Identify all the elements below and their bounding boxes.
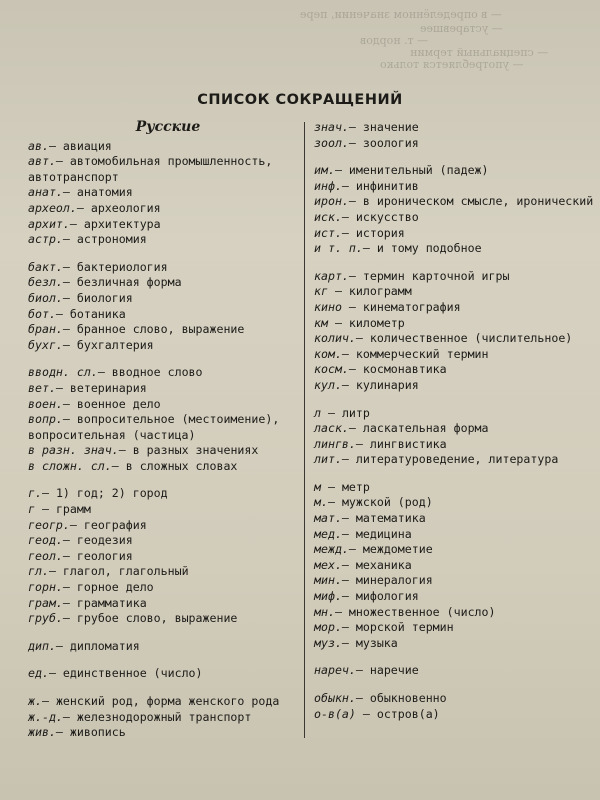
abbreviation-entry	[314, 179, 600, 195]
definition: именительный (падеж)	[348, 163, 489, 178]
abbreviation-entry	[314, 378, 600, 394]
abbreviation-entry	[314, 347, 600, 363]
abbreviation-entry	[28, 486, 300, 502]
entry-group	[314, 406, 600, 468]
definition: автомобильная промышленность, автотранспорт	[28, 154, 273, 184]
abbreviation: иск.	[314, 209, 342, 224]
entry-group	[314, 663, 600, 679]
separator: —	[55, 306, 70, 321]
definition: бактериология	[76, 259, 168, 274]
abbreviation: археол.	[28, 200, 77, 215]
abbreviation-entry	[28, 397, 300, 413]
definition: метр	[341, 479, 370, 494]
definition: коммерческий термин	[355, 346, 489, 361]
entry-group	[314, 269, 600, 394]
abbreviation-entry	[314, 527, 600, 543]
abbreviation: им.	[314, 163, 335, 178]
separator: —	[69, 216, 84, 231]
separator: —	[341, 635, 356, 650]
abbreviation: мн.	[314, 604, 335, 619]
abbreviation: м	[314, 479, 321, 494]
definition: километр	[348, 315, 405, 330]
abbreviation-entry	[314, 542, 600, 558]
separator: —	[62, 337, 77, 352]
separator: —	[62, 232, 77, 247]
separator: —	[334, 604, 349, 619]
entry-group	[28, 365, 300, 474]
separator: —	[341, 526, 356, 541]
definition: множественное (число)	[348, 604, 496, 619]
separator: —	[55, 154, 70, 169]
bleed-line: — т. нордов	[360, 34, 429, 47]
definition: история	[355, 225, 405, 240]
definition: морской термин	[355, 620, 454, 635]
definition: анатомия	[76, 185, 133, 200]
separator: —	[341, 209, 356, 224]
abbreviation: вет.	[28, 380, 56, 395]
abbreviation: ж.	[28, 694, 42, 708]
abbreviation-entry	[314, 691, 600, 707]
definition: кинематография	[362, 299, 461, 314]
abbreviation: ирон.	[314, 194, 349, 209]
definition: глагол, глагольный	[62, 564, 189, 579]
abbreviation-entry	[314, 452, 600, 468]
abbreviation: ед.	[28, 666, 49, 681]
abbreviation: в разн. знач.	[28, 443, 119, 458]
section-heading-russian: Русские	[135, 119, 201, 135]
abbreviation-entry	[314, 437, 600, 453]
definition: безличная форма	[76, 275, 182, 290]
definition: единственное (число)	[62, 666, 203, 681]
abbreviation: ж.-д.	[28, 709, 63, 724]
entry-group	[28, 139, 300, 248]
abbreviation-entry	[314, 663, 600, 679]
page-title: СПИСОК СОКРАЩЕНИЙ	[197, 92, 403, 108]
definition: литературоведение, литература	[355, 452, 559, 467]
abbreviation: грам.	[28, 595, 63, 610]
definition: искусство	[355, 209, 419, 224]
abbreviation-entry	[28, 365, 300, 381]
separator: —	[55, 380, 70, 395]
definition: термин карточной игры	[362, 268, 510, 283]
separator: —	[348, 120, 363, 134]
abbreviation-entry	[314, 495, 600, 511]
abbreviation-entry	[28, 412, 300, 443]
definition: ветеринария	[69, 380, 147, 395]
separator: —	[348, 194, 363, 209]
abbreviation-entry	[28, 533, 300, 549]
separator: —	[348, 362, 363, 377]
abbreviation-entry	[314, 316, 600, 332]
definition: вводное слово	[111, 365, 203, 380]
abbreviation: ав.	[28, 138, 49, 153]
abbreviation-entry	[28, 596, 300, 612]
separator: —	[327, 315, 349, 330]
abbreviation: мор.	[314, 620, 342, 635]
abbreviation: мат.	[314, 511, 342, 526]
abbreviation: анат.	[28, 185, 63, 200]
abbreviation: ком.	[314, 346, 342, 361]
separator: —	[62, 322, 77, 337]
abbreviation: дип.	[28, 638, 56, 653]
definition: биология	[76, 290, 133, 305]
bleed-line: — в определённом значении, пере	[300, 8, 502, 21]
definition: количественное (числительное)	[369, 331, 573, 346]
definition: инфинитив	[355, 178, 419, 193]
abbreviation-entry	[28, 307, 300, 323]
entry-group	[314, 163, 600, 257]
definition: обыкновенно	[369, 691, 447, 705]
abbreviation: м.	[314, 495, 328, 510]
abbreviation: гл.	[28, 564, 49, 579]
definition: география	[83, 517, 147, 532]
separator: —	[327, 495, 342, 510]
abbreviation-entry	[28, 381, 300, 397]
entry-group	[28, 260, 300, 354]
separator: —	[341, 589, 356, 604]
separator: —	[341, 299, 363, 314]
separator: —	[341, 452, 356, 467]
definition: археология	[90, 200, 161, 215]
abbreviation: л	[314, 405, 321, 420]
abbreviation-entry	[28, 185, 300, 201]
abbreviation-entry	[314, 707, 600, 723]
definition: и тому подобное	[376, 241, 482, 256]
abbreviation: бран.	[28, 322, 63, 337]
separator: —	[48, 666, 63, 681]
abbreviation: муз.	[314, 635, 342, 650]
abbreviation: лингв.	[314, 436, 356, 451]
abbreviation: бот.	[28, 306, 56, 321]
abbreviation-entry	[314, 589, 600, 605]
abbreviation-entry	[28, 580, 300, 596]
abbreviation: инф.	[314, 178, 342, 193]
separator: —	[348, 135, 363, 150]
definition: музыка	[355, 635, 398, 650]
abbreviation-entry	[28, 725, 300, 741]
definition: грамматика	[76, 595, 147, 610]
left-column	[28, 120, 300, 753]
abbreviation-entry	[28, 443, 300, 459]
separator: —	[41, 694, 56, 708]
abbreviation-entry	[28, 201, 300, 217]
abbreviation: ист.	[314, 225, 342, 240]
definition: архитектура	[83, 216, 161, 231]
abbreviation: жив.	[28, 725, 56, 740]
abbreviation: км	[314, 315, 328, 330]
separator: —	[76, 200, 91, 215]
abbreviation-entry	[28, 139, 300, 155]
definition: минералогия	[355, 573, 433, 588]
abbreviation-entry	[28, 710, 300, 726]
definition: наречие	[369, 663, 419, 678]
separator: —	[34, 502, 56, 517]
column-divider	[304, 122, 305, 738]
abbreviation-entry	[314, 480, 600, 496]
separator: —	[69, 517, 84, 532]
abbreviation-entry	[314, 511, 600, 527]
definition: геодезия	[76, 533, 133, 548]
separator: —	[341, 346, 356, 361]
separator: —	[334, 163, 349, 178]
definition: ботаника	[69, 306, 126, 321]
abbreviation-entry	[314, 163, 600, 179]
left-entry-list	[28, 139, 300, 741]
right-entry-list	[314, 120, 600, 722]
abbreviation: геогр.	[28, 517, 70, 532]
separator: —	[62, 533, 77, 548]
definition: зоология	[362, 135, 419, 150]
separator: —	[355, 331, 370, 346]
definition: кулинария	[355, 377, 419, 392]
abbreviation: мех.	[314, 557, 342, 572]
abbreviation: бакт.	[28, 259, 63, 274]
separator: —	[55, 638, 70, 653]
abbreviation: астр.	[28, 232, 63, 247]
separator: —	[55, 725, 70, 740]
abbreviation: г.	[28, 486, 42, 501]
separator: —	[341, 377, 356, 392]
entry-group	[314, 480, 600, 652]
separator: —	[341, 178, 356, 193]
abbreviation: межд.	[314, 542, 349, 557]
definition: бранное слово, выражение	[76, 322, 245, 337]
definition: мифология	[355, 589, 419, 604]
abbreviation-entry	[28, 459, 300, 475]
abbreviation: воен.	[28, 396, 63, 411]
abbreviation-entry	[28, 639, 300, 655]
abbreviation-entry	[314, 605, 600, 621]
separator: —	[341, 573, 356, 588]
separator: —	[320, 479, 342, 494]
abbreviation-entry	[28, 611, 300, 627]
abbreviation: бухг.	[28, 337, 63, 352]
abbreviation-entry	[314, 284, 600, 300]
abbreviation-entry	[314, 620, 600, 636]
separator: —	[355, 436, 370, 451]
abbreviation-entry	[28, 322, 300, 338]
abbreviation: кино	[314, 299, 342, 314]
abbreviation: лит.	[314, 452, 342, 467]
definition: женский род, форма женского рода	[55, 694, 280, 708]
abbreviation-entry	[314, 210, 600, 226]
abbreviation-entry	[28, 291, 300, 307]
bleed-line: — устаревшее	[420, 22, 503, 35]
separator: —	[348, 421, 363, 436]
abbreviation-entry	[314, 421, 600, 437]
abbreviation-entry	[28, 502, 300, 518]
definition: медицина	[355, 526, 412, 541]
separator: —	[62, 396, 77, 411]
abbreviation: вводн. сл.	[28, 365, 98, 380]
separator: —	[62, 611, 77, 626]
definition: в ироническом смысле, иронический	[362, 194, 594, 209]
abbreviation: кул.	[314, 377, 342, 392]
abbreviation: кг	[314, 284, 328, 299]
separator: —	[48, 564, 63, 579]
definition: геология	[76, 548, 133, 563]
abbreviation-entry	[314, 300, 600, 316]
abbreviation-entry	[28, 694, 300, 710]
entry-group	[28, 666, 300, 682]
separator: —	[320, 405, 342, 420]
abbreviation: ласк.	[314, 421, 349, 436]
abbreviation-entry	[28, 564, 300, 580]
separator: —	[341, 511, 356, 526]
right-column	[314, 120, 600, 734]
abbreviation-entry	[314, 120, 600, 136]
abbreviation-entry	[28, 232, 300, 248]
entry-group	[28, 486, 300, 626]
definition: вопросительное (местоимение), вопросительная (частица)	[28, 412, 280, 442]
abbreviation-entry	[314, 269, 600, 285]
abbreviation-entry	[314, 362, 600, 378]
separator: —	[62, 709, 77, 724]
definition: в разных значениях	[132, 443, 259, 458]
definition: живопись	[69, 725, 126, 740]
separator: —	[355, 691, 370, 705]
definition: военное дело	[76, 396, 161, 411]
abbreviation: обыкн.	[314, 691, 356, 705]
abbreviation-entry	[28, 260, 300, 276]
abbreviation: г	[28, 502, 35, 517]
bleed-line: — употребляется только	[380, 58, 524, 71]
abbreviation-entry	[28, 154, 300, 185]
abbreviation-entry	[28, 549, 300, 565]
abbreviation: мед.	[314, 526, 342, 541]
definition: значение	[362, 120, 419, 134]
abbreviation-entry	[314, 241, 600, 257]
definition: остров(а)	[376, 706, 440, 721]
separator: —	[62, 290, 77, 305]
abbreviation: авт.	[28, 154, 56, 169]
separator: —	[341, 557, 356, 572]
bleed-line: — специальный термин	[410, 46, 549, 59]
separator: —	[362, 241, 377, 256]
abbreviation-entry	[28, 217, 300, 233]
abbreviation-entry	[314, 331, 600, 347]
bleed-through-text	[0, 4, 600, 71]
separator: —	[62, 580, 77, 595]
entry-group	[314, 691, 600, 722]
entry-group	[28, 694, 300, 741]
abbreviation-entry	[28, 275, 300, 291]
separator: —	[355, 663, 370, 678]
separator: —	[62, 259, 77, 274]
separator: —	[62, 185, 77, 200]
abbreviation-entry	[314, 406, 600, 422]
definition: механика	[355, 557, 412, 572]
definition: килограмм	[348, 284, 412, 299]
separator: —	[355, 706, 377, 721]
definition: в сложных словах	[125, 458, 238, 473]
definition: литр	[341, 405, 370, 420]
abbreviation-entry	[314, 558, 600, 574]
abbreviation: и т. п.	[314, 241, 363, 256]
separator: —	[62, 595, 77, 610]
definition: грамм	[55, 502, 91, 517]
separator: —	[48, 138, 63, 153]
separator: —	[62, 275, 77, 290]
entry-group	[28, 639, 300, 655]
definition: математика	[355, 511, 426, 526]
abbreviation-entry	[314, 194, 600, 210]
abbreviation: колич.	[314, 331, 356, 346]
abbreviation: нареч.	[314, 663, 356, 678]
separator: —	[111, 458, 126, 473]
definition: космонавтика	[362, 362, 447, 377]
abbreviation: в сложн. сл.	[28, 458, 112, 473]
abbreviation-entry	[314, 573, 600, 589]
definition: междометие	[362, 542, 433, 557]
separator: —	[341, 225, 356, 240]
separator: —	[327, 284, 349, 299]
entry-group	[314, 120, 600, 151]
abbreviation: геол.	[28, 548, 63, 563]
abbreviation: знач.	[314, 120, 349, 134]
definition: лингвистика	[369, 436, 447, 451]
abbreviation: архит.	[28, 216, 70, 231]
abbreviation: геод.	[28, 533, 63, 548]
abbreviation: безл.	[28, 275, 63, 290]
separator: —	[118, 443, 133, 458]
separator: —	[348, 542, 363, 557]
abbreviation: зоол.	[314, 135, 349, 150]
definition: астрономия	[76, 232, 147, 247]
definition: 1) год; 2) город	[55, 486, 168, 501]
definition: авиация	[62, 138, 112, 153]
abbreviation: горн.	[28, 580, 63, 595]
abbreviation-entry	[28, 338, 300, 354]
abbreviation: миф.	[314, 589, 342, 604]
abbreviation: груб.	[28, 611, 63, 626]
separator: —	[41, 486, 56, 501]
abbreviation: мин.	[314, 573, 342, 588]
definition: железнодорожный транспорт	[76, 709, 252, 724]
definition: горное дело	[76, 580, 154, 595]
separator: —	[62, 412, 77, 427]
separator: —	[62, 548, 77, 563]
separator: —	[348, 268, 363, 283]
abbreviation-entry	[314, 226, 600, 242]
abbreviation: о-в(а)	[314, 706, 356, 721]
abbreviation: карт.	[314, 268, 349, 283]
definition: грубое слово, выражение	[76, 611, 238, 626]
abbreviation-entry	[314, 636, 600, 652]
abbreviation: вопр.	[28, 412, 63, 427]
separator: —	[341, 620, 356, 635]
definition: ласкательная форма	[362, 421, 489, 436]
definition: дипломатия	[69, 638, 140, 653]
definition: мужской (род)	[341, 495, 433, 510]
abbreviation-entry	[28, 518, 300, 534]
definition: бухгалтерия	[76, 337, 154, 352]
abbreviation-entry	[28, 666, 300, 682]
abbreviation-entry	[314, 136, 600, 152]
abbreviation: косм.	[314, 362, 349, 377]
abbreviation: биол.	[28, 290, 63, 305]
separator: —	[97, 365, 112, 380]
